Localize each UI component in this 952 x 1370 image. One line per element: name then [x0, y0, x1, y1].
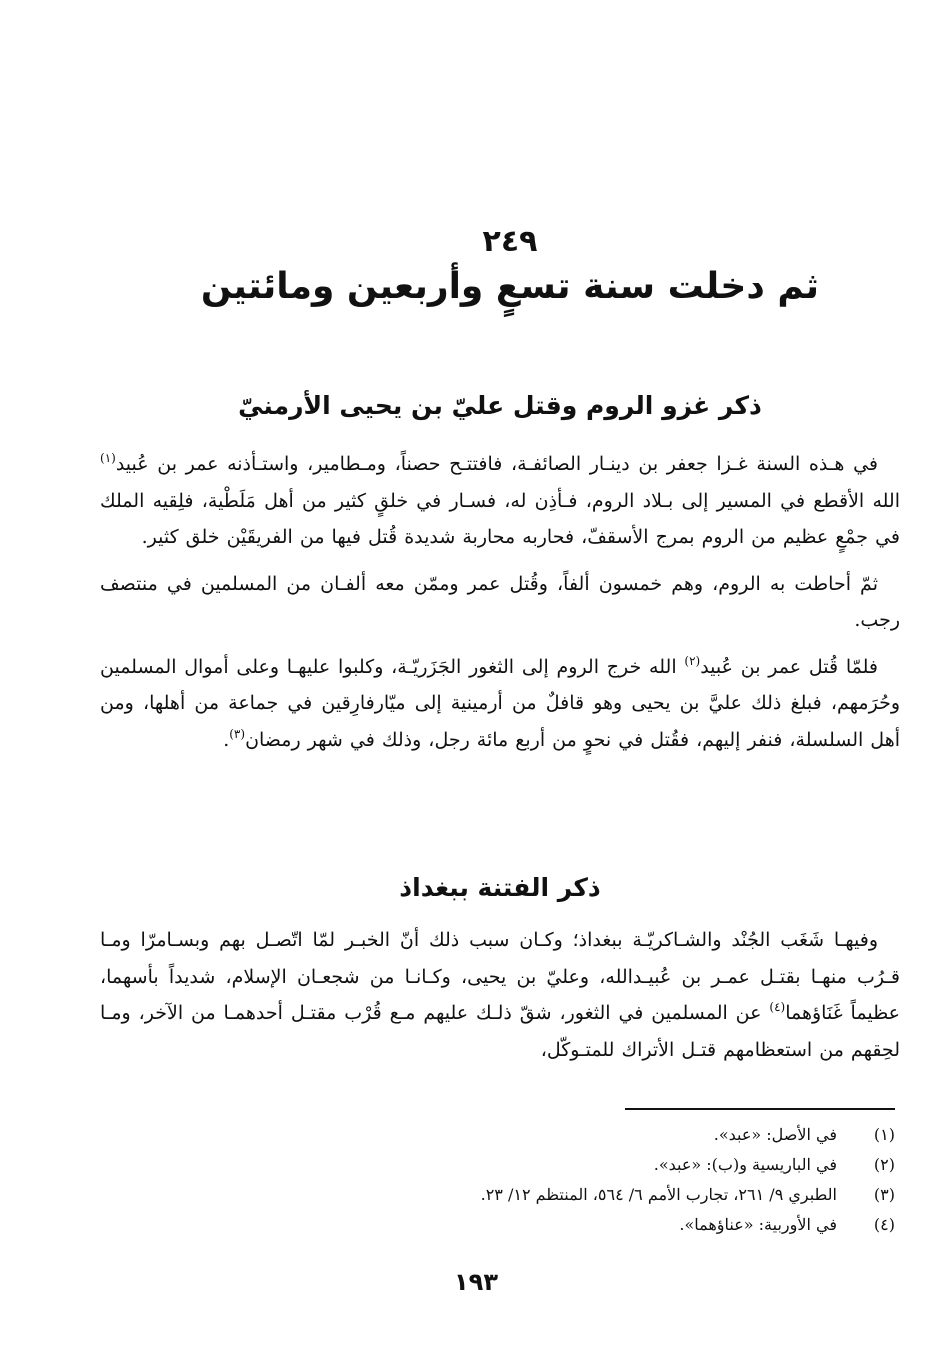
- footnote-item: [100, 1180, 895, 1210]
- paragraph: [100, 649, 900, 759]
- footnote-divider: [625, 1108, 895, 1110]
- section-body-baghdad-strife: [100, 922, 900, 1068]
- footnote-number: (١): [873, 1125, 895, 1144]
- main-title: ثم دخلت سنة تسعٍ وأربعين ومائتين: [200, 266, 820, 307]
- paragraph-text: فلمّا قُتل عمر بن عُبيد: [700, 655, 878, 678]
- footnote-marker[interactable]: (٣): [229, 726, 246, 741]
- footnote-text: في الباريسية و(ب): «عبد».: [653, 1155, 837, 1174]
- footnote-item: [100, 1120, 895, 1150]
- paragraph: [100, 566, 900, 639]
- footnote-marker[interactable]: (٢): [684, 653, 701, 668]
- paragraph-text: في هـذه السنة غـزا جعفر بن دينـار الصائفـة، فافتتـح حصناً، ومـطامير، واستـأذنه عمر بن عُبيد: [115, 453, 878, 475]
- paragraph: [100, 446, 900, 556]
- paragraph-text: ثمّ أحاطت به الروم، وهم خمسون ألفاً، وقُتل عمر وممّن معه ألفـان من المسلمين في منتصف رجب.: [100, 572, 900, 631]
- footnote-item: [100, 1210, 895, 1240]
- footnote-marker[interactable]: (٤): [769, 1000, 786, 1014]
- section-heading-baghdad-strife: ذكر الفتنة ببغداذ: [399, 873, 601, 902]
- paragraph-text: الله خرج الروم إلى الثغور الجَزَريّـة، وكلبوا عليهـا وعلى أموال المسلمين وحُرَمهم، فبلغ ذلك عليَّ بن يحيى وهو قافلٌ من أرمينية إلى ميّارفارِقين في جماعة من أهلها، ومن أهل السلسلة، فنفر إليهم، فقُتل في نحوٍ من أربع مائة رجل، وذلك في شهر رمضان: [100, 655, 900, 751]
- year-number: ٢٤٩: [482, 224, 538, 259]
- footnote-text: في الأصل: «عبد».: [713, 1125, 837, 1144]
- page-number: ١٩٣: [454, 1268, 498, 1296]
- footnotes: [100, 1120, 895, 1240]
- footnote-marker[interactable]: (١): [100, 451, 116, 465]
- paragraph-text: عن المسلمين في الثغور، شقّ ذلـك عليهم مـع قُرْب مقتـل أحدهمـا من الآخر، ومـا لحِقهم من استعظامهم قتـل الأتراك للمتـوكّل،: [100, 1002, 900, 1061]
- section-body-byzantine-raid: [100, 446, 900, 758]
- paragraph-text: وفيهـا شَغَب الجُنْد والشـاكريّـة ببغداذ؛ وكـان سبب ذلك أنّ الخبـر لمّا اتّصـل بهم وبسـامرّا ومـا قـرُب منهـا بقتـل عمـر بن عُبيـدالله، وعليّ بن يحيى، وكـانـا من شجعـان الإسلام، شديداً بأسهما، عظيماً غَنَاؤهما: [100, 929, 900, 1024]
- footnote-text: الطبري ٩/ ٢٦١، تجارب الأمم ٦/ ٥٦٤، المنتظم ١٢/ ٢٣.: [480, 1185, 837, 1204]
- footnote-number: (٣): [873, 1185, 895, 1204]
- footnote-item: [100, 1150, 895, 1180]
- footnote-text: في الأوربية: «عناؤهما».: [679, 1215, 837, 1234]
- section-heading-byzantine-raid: ذكر غزو الروم وقتل عليّ بن يحيى الأرمنيّ: [238, 391, 762, 420]
- paragraph-text: .: [223, 728, 230, 751]
- paragraph-text: الله الأقطع في المسير إلى بـلاد الروم، فـأذِن له، فسـار في خلقٍ كثير من أهل مَلَطْية، فلِقيه الملك في جمْعٍ عظيم من الروم بمرج الأسقفّ، فحاربه محاربة شديدة قُتل فيها من الفريقَيْن خلق كثير.: [100, 489, 900, 548]
- footnote-number: (٢): [873, 1155, 895, 1174]
- footnote-number: (٤): [873, 1215, 895, 1234]
- paragraph: [100, 922, 900, 1068]
